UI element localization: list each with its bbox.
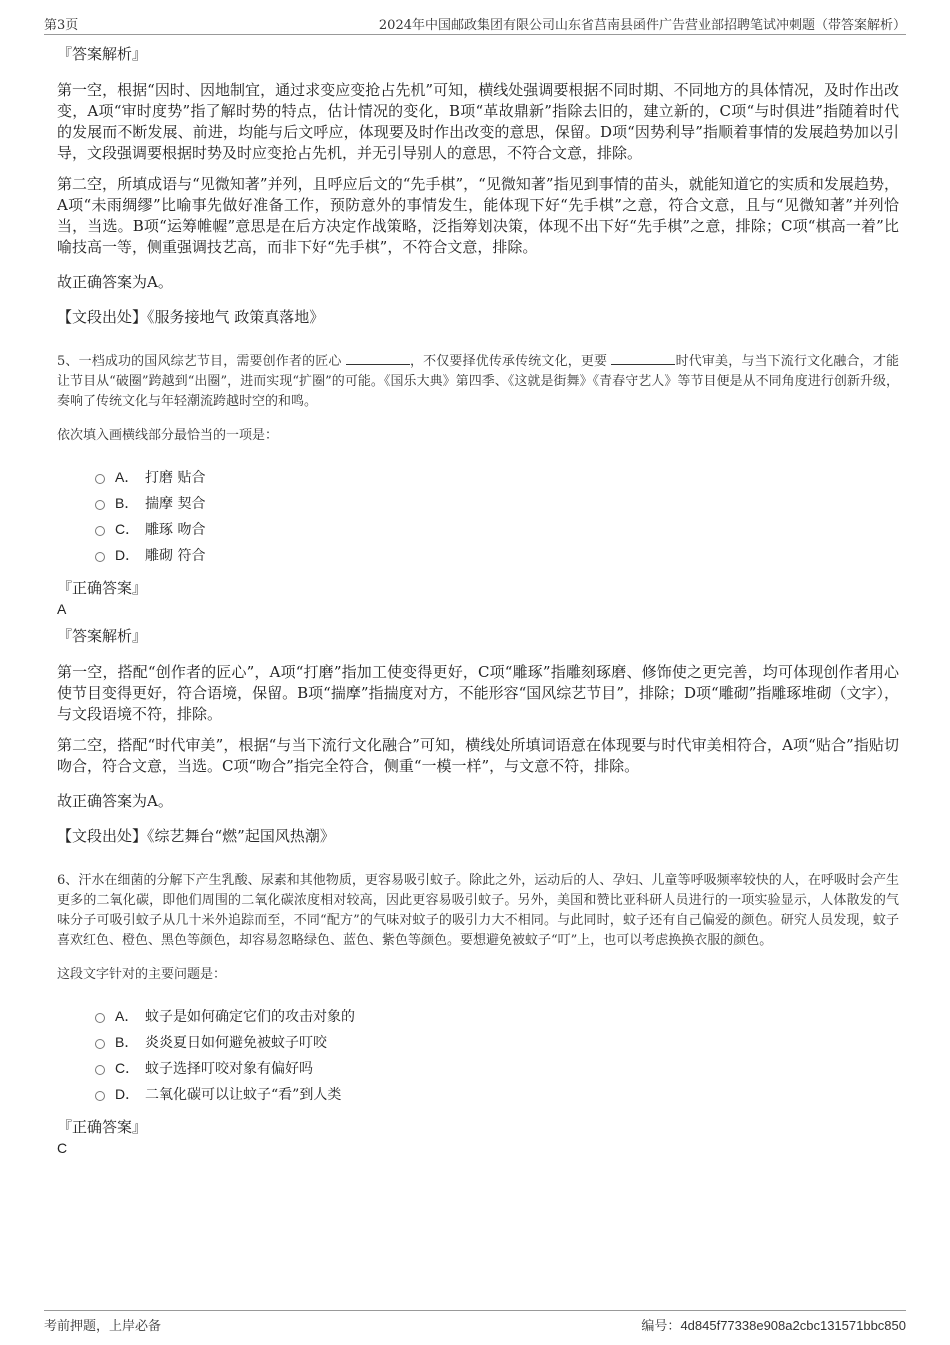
option-a[interactable]: A． 打磨 贴合 <box>95 464 899 490</box>
radio-icon[interactable] <box>95 1013 105 1023</box>
question-text: 5、一档成功的国风综艺节目，需要创作者的匠心 ，不仅要择优传承传统文化，更要 时代审美，与当下流行文化融合，才能让节目从“破圈”跨越到“出圈”，进而实现“扩圈”的可能。《国乐大典》第四季、《这就是街舞》《青春守艺人》等节目便是从不同角度进行创新升级，奏响了传统文化与年轻潮流跨越时空的和鸣。 <box>57 354 899 409</box>
option-d[interactable]: D． 雕砌 符合 <box>95 542 899 568</box>
question-prompt: 这段文字针对的主要问题是： <box>57 967 227 982</box>
blank-1 <box>346 352 410 365</box>
correct-answer: C <box>57 1140 68 1156</box>
analysis-paragraph: 第一空，根据“因时、因地制宜，通过求变应变抢占先机”可知，横线处强调要根据不同时期、不同地方的具体情况，及时作出改变，A项“审时度势”指了解时势的特点，估计情况的变化，B项“革故鼎新”指除去旧的，建立新的，C项“与时俱进”指随着时代的发展而不断发展、前进，均能与后文呼应，体现要及时作出改变的意思，保留。D项“因势利导”指顺着事情的发展趋势加以引导，文段强调要根据时势及时应变抢占先机，并无引导别人的意思，不符合文意，排除。 <box>57 81 899 162</box>
document-code: 编号：4d845f77338e908a2cbc131571bbc850 <box>641 1318 906 1334</box>
analysis-paragraph: 第二空，所填成语与“见微知著”并列，且呼应后文的“先手棋”，“见微知著”指见到事情的苗头，就能知道它的实质和发展趋势，A项“未雨绸缪”比喻事先做好准备工作，预防意外的事情发生，能体现下好“先手棋”之意，符合文意，且与“见微知著”并列恰当，当选。B项“运筹帷幄”意思是在后方决定作战策略，泛指筹划决策，体现不出下好“先手棋”之意，排除；C项“棋高一着”比喻技高一等，侧重强调技艺高，而非下好“先手棋”，不符合文意，排除。 <box>57 175 899 256</box>
footer-slogan: 考前押题，上岸必备 <box>44 1319 162 1334</box>
radio-icon[interactable] <box>95 474 105 484</box>
correct-answer-label: 『正确答案』 <box>57 579 148 597</box>
radio-icon[interactable] <box>95 1091 105 1101</box>
radio-icon[interactable] <box>95 526 105 536</box>
question-prompt: 依次填入画横线部分最恰当的一项是： <box>57 428 279 443</box>
analysis-label: 『答案解析』 <box>57 45 148 63</box>
question-5 <box>57 352 899 847</box>
option-d[interactable]: D． 二氧化碳可以让蚊子“看”到人类 <box>95 1081 899 1107</box>
question-4-analysis <box>57 44 899 328</box>
option-c[interactable]: C． 雕琢 吻合 <box>95 516 899 542</box>
question-6 <box>57 871 899 1157</box>
conclusion: 故正确答案为A。 <box>57 792 173 810</box>
question-text: 6、汗水在细菌的分解下产生乳酸、尿素和其他物质，更容易吸引蚊子。除此之外，运动后的人、孕妇、儿童等呼吸频率较快的人，在呼吸时会产生更多的二氧化碳，即他们周围的二氧化碳浓度相对较高，因此更容易吸引蚊子。另外，美国和赞比亚科研人员进行的一项实验显示，人体散发的气味分子可吸引蚊子从几十米外追踪而至，不同“配方”的气味对蚊子的吸引力大不相同。与此同时，蚊子还有自己偏爱的颜色。研究人员发现，蚊子喜欢红色、橙色、黑色等颜色，却容易忽略绿色、蓝色、紫色等颜色。要想避免被蚊子“叮”上，也可以考虑换换衣服的颜色。 <box>57 873 899 948</box>
analysis-paragraph: 第二空，搭配“时代审美”，根据“与当下流行文化融合”可知，横线处所填词语意在体现要与时代审美相符合，A项“贴合”指贴切吻合，符合文意，当选。C项“吻合”指完全符合，侧重“一模一样”，与文意不符，排除。 <box>57 736 899 775</box>
option-a[interactable]: A． 蚊子是如何确定它们的攻击对象的 <box>95 1003 899 1029</box>
analysis-paragraph: 第一空，搭配“创作者的匠心”，A项“打磨”指加工使变得更好，C项“雕琢”指雕刻琢磨、修饰使之更完善，均可体现创作者用心使节目变得更好，符合语境，保留。B项“揣摩”指揣度对方，不能形容“国风综艺节目”，排除；D项“雕砌”指雕琢堆砌（文字），与文段语境不符，排除。 <box>57 663 899 723</box>
option-list <box>95 1003 899 1107</box>
option-c[interactable]: C． 蚊子选择叮咬对象有偏好吗 <box>95 1055 899 1081</box>
radio-icon[interactable] <box>95 552 105 562</box>
page-header <box>44 12 906 35</box>
blank-2 <box>611 352 675 365</box>
conclusion: 故正确答案为A。 <box>57 273 173 291</box>
page-footer <box>44 1310 906 1335</box>
option-b[interactable]: B． 炎炎夏日如何避免被蚊子叮咬 <box>95 1029 899 1055</box>
option-b[interactable]: B． 揣摩 契合 <box>95 490 899 516</box>
radio-icon[interactable] <box>95 1065 105 1075</box>
correct-answer: A <box>57 601 67 617</box>
option-list <box>95 464 899 568</box>
analysis-label: 『答案解析』 <box>57 627 148 645</box>
radio-icon[interactable] <box>95 500 105 510</box>
page-number: 第3页 <box>44 18 79 33</box>
correct-answer-label: 『正确答案』 <box>57 1118 148 1136</box>
source-citation: 【文段出处】《综艺舞台“燃”起国风热潮》 <box>57 827 335 845</box>
document-title: 2024年中国邮政集团有限公司山东省莒南县函件广告营业部招聘笔试冲刺题（带答案解析） <box>378 18 906 33</box>
source-citation: 【文段出处】《服务接地气 政策真落地》 <box>57 308 325 326</box>
page-content <box>57 44 899 1165</box>
radio-icon[interactable] <box>95 1039 105 1049</box>
